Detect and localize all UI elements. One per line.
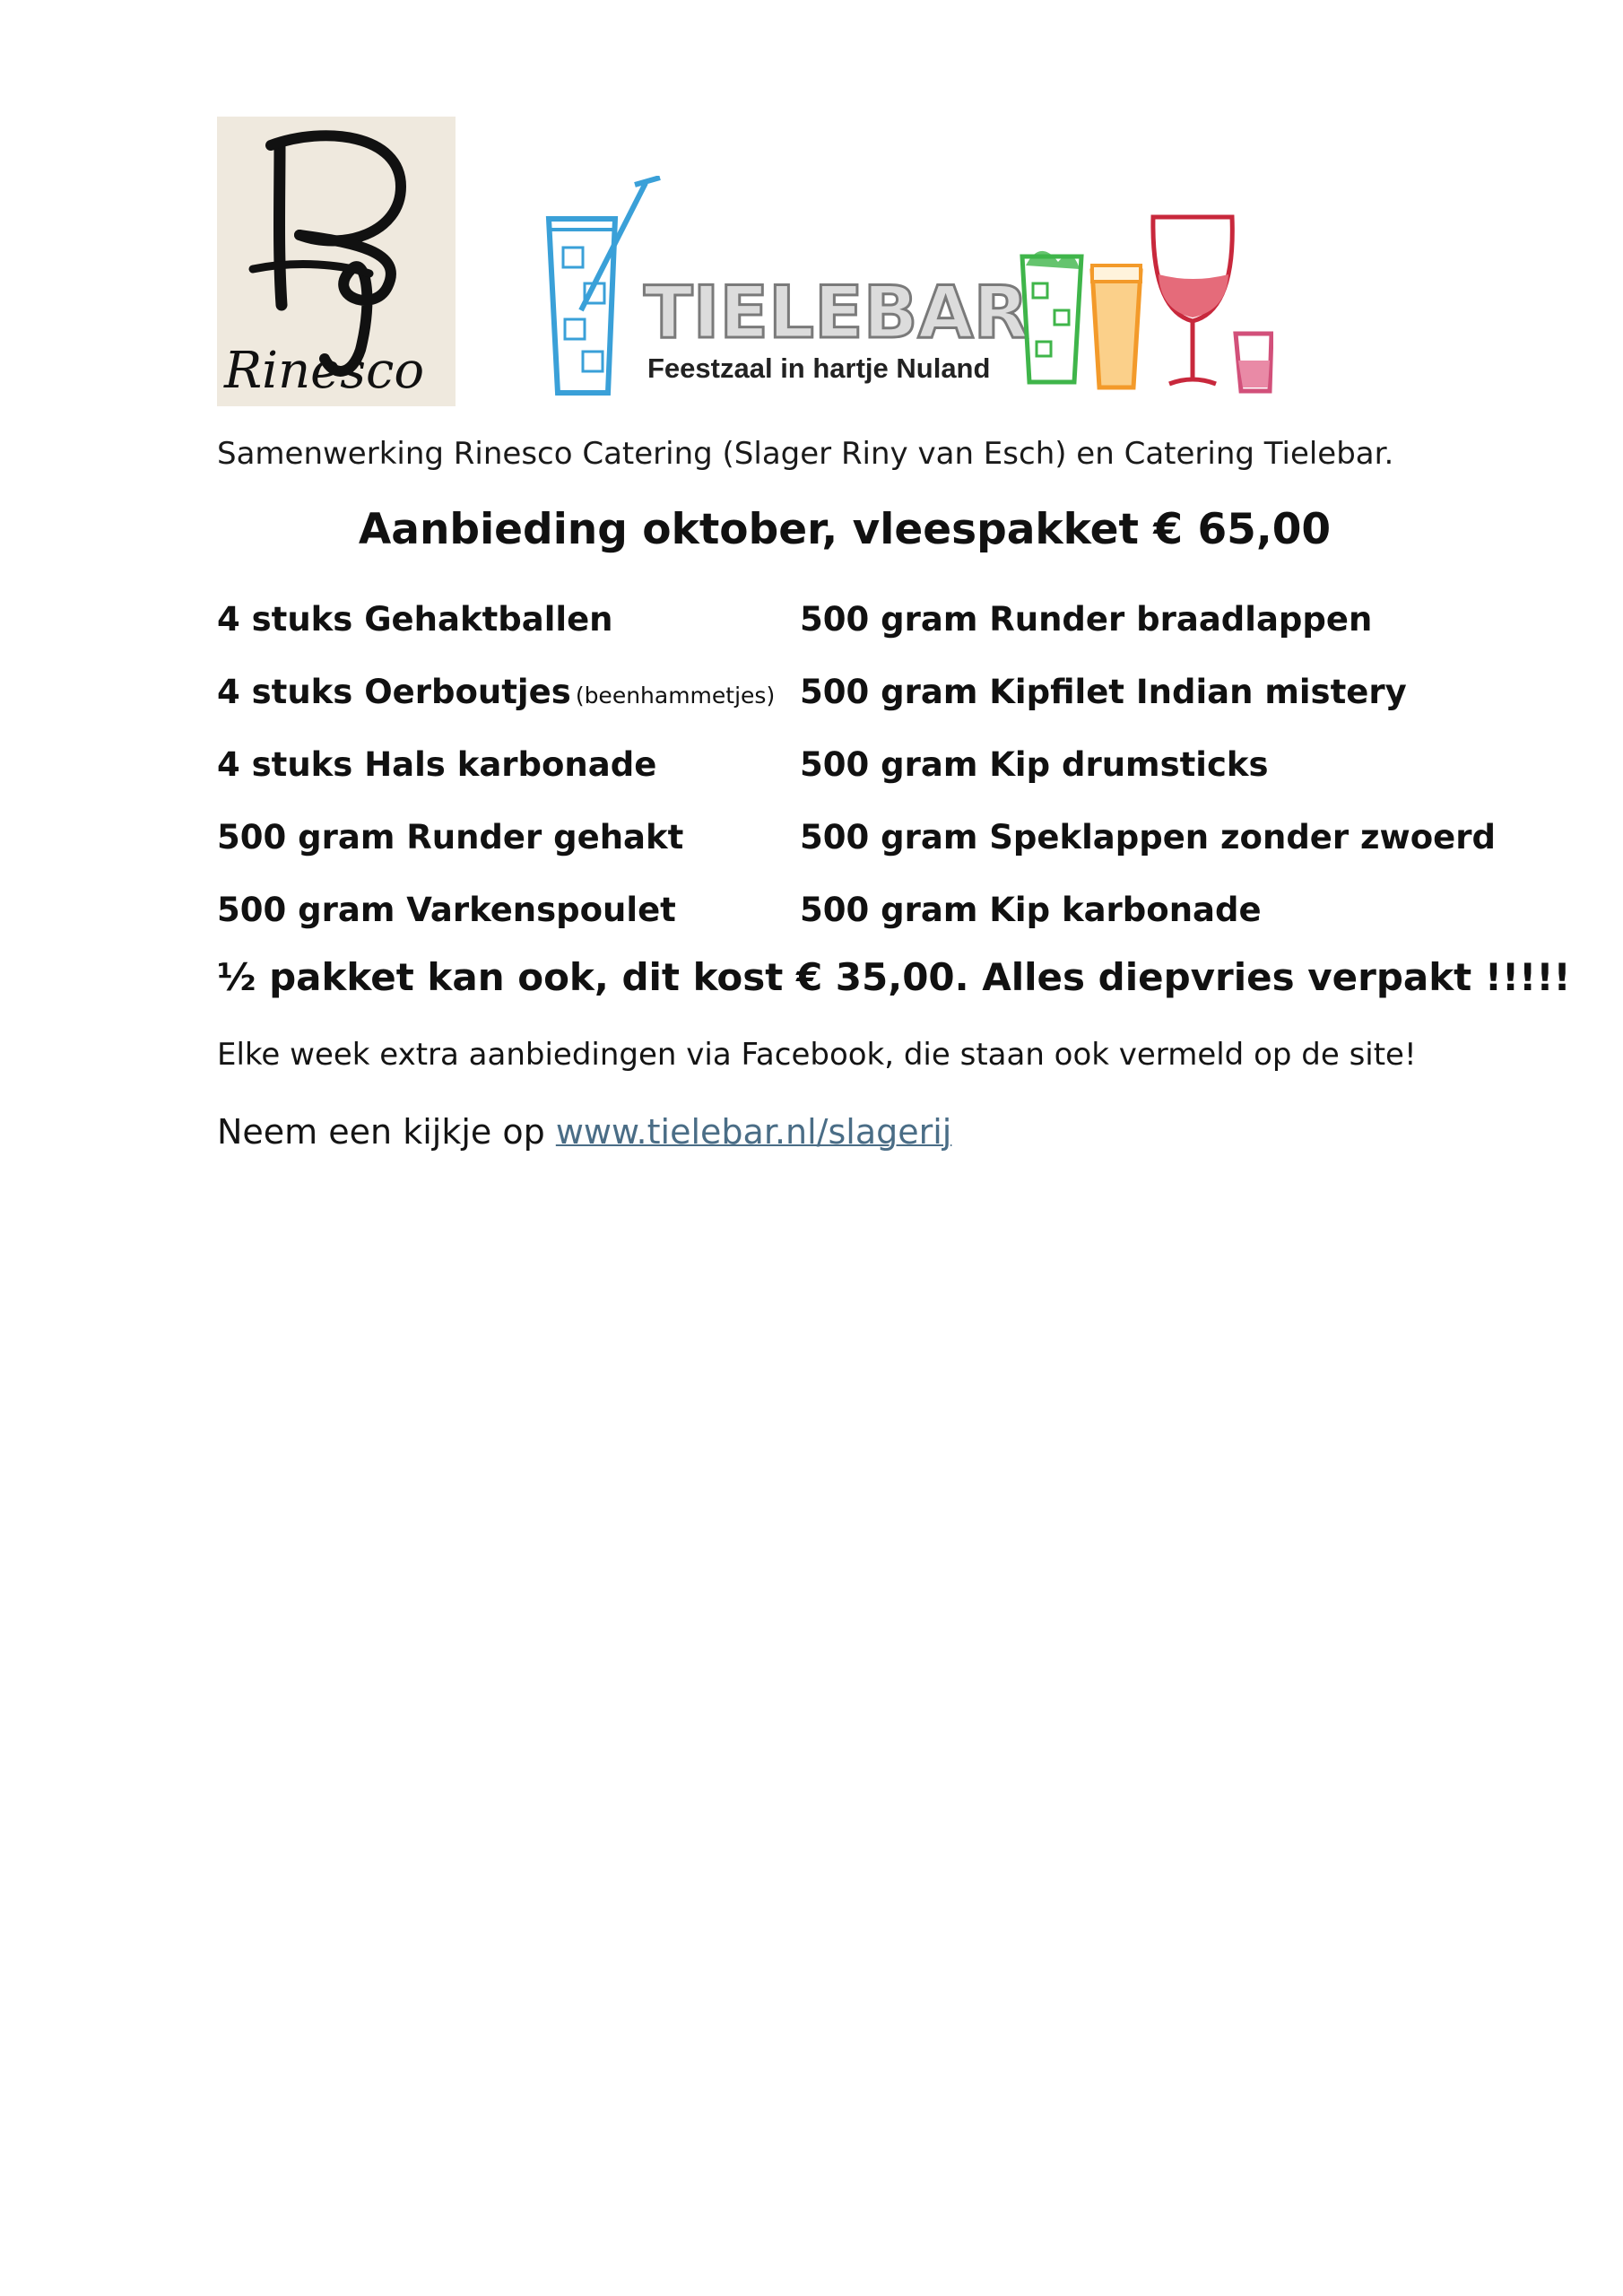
rinesco-logo bbox=[217, 117, 456, 406]
package-item-left bbox=[217, 600, 800, 639]
package-item-right bbox=[800, 891, 1262, 929]
package-contents bbox=[217, 583, 1535, 946]
wine-glass-icon bbox=[1153, 217, 1232, 384]
package-item-text: 4 stuks Oerboutjes bbox=[217, 673, 571, 711]
visit-prefix: Neem een kijkje op bbox=[217, 1112, 545, 1152]
package-item-left bbox=[217, 818, 800, 857]
package-item-left bbox=[217, 745, 800, 784]
tielebar-logo bbox=[538, 176, 1273, 407]
package-item-text: 500 gram Speklappen zonder zwoerd bbox=[800, 818, 1496, 857]
beer-glass-icon bbox=[1092, 265, 1141, 387]
package-row bbox=[217, 728, 1535, 801]
package-row bbox=[217, 656, 1535, 728]
tielebar-tagline: Feestzaal in hartje Nuland bbox=[647, 352, 991, 384]
package-item-text: 500 gram Kipfilet Indian mistery bbox=[800, 673, 1407, 711]
package-item-text: 500 gram Runder braadlappen bbox=[800, 600, 1373, 639]
visit-line bbox=[217, 1105, 1562, 1159]
package-item-text: 4 stuks Gehaktballen bbox=[217, 600, 613, 639]
package-item-text: 500 gram Runder gehakt bbox=[217, 818, 684, 857]
slagerij-link[interactable]: www.tielebar.nl/slagerij bbox=[555, 1112, 952, 1152]
package-item-left bbox=[217, 891, 800, 929]
package-item-right bbox=[800, 600, 1372, 639]
half-package-text: ½ pakket kan ook, dit kost € 35,00. Alles diepvries verpakt !!!!! bbox=[217, 955, 1571, 999]
package-item-left bbox=[217, 673, 800, 711]
green-glass-icon bbox=[1022, 251, 1081, 382]
tielebar-wordmark: TIELEBAR bbox=[644, 271, 1029, 354]
package-item-right bbox=[800, 818, 1496, 857]
intro-text: Samenwerking Rinesco Catering (Slager Riny van Esch) en Catering Tielebar. bbox=[217, 436, 1394, 472]
package-item-right bbox=[800, 673, 1407, 711]
package-row bbox=[217, 801, 1535, 874]
package-item-right bbox=[800, 745, 1269, 784]
shot-glass-icon bbox=[1236, 334, 1271, 391]
weekly-offers-text: Elke week extra aanbiedingen via Facebook, die staan ook vermeld op de site! bbox=[217, 1037, 1417, 1073]
package-item-text: 500 gram Kip karbonade bbox=[800, 891, 1262, 929]
package-item-note: (beenhammetjes) bbox=[575, 683, 776, 709]
package-item-text: 500 gram Varkenspoulet bbox=[217, 891, 676, 929]
offer-headline: Aanbieding oktober, vleespakket € 65,00 bbox=[358, 505, 1332, 554]
rinesco-logo-text: Rinesco bbox=[224, 342, 425, 400]
package-item-text: 500 gram Kip drumsticks bbox=[800, 745, 1269, 784]
package-item-text: 4 stuks Hals karbonade bbox=[217, 745, 657, 784]
package-row bbox=[217, 583, 1535, 656]
package-row bbox=[217, 874, 1535, 946]
